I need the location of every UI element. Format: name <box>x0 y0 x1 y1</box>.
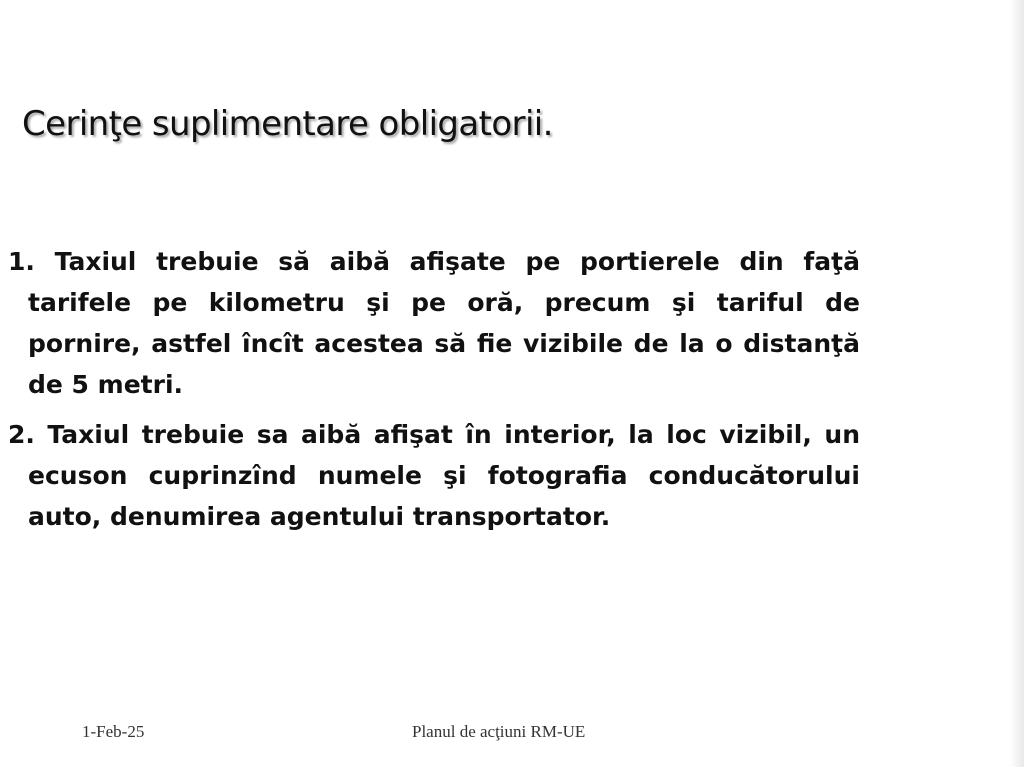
footer-date: 1-Feb-25 <box>82 722 145 741</box>
slide-title: Cerinţe suplimentare obligatorii. <box>22 104 553 144</box>
requirement-item-1: 1. Taxiul trebuie să aibă afişate pe portierele din faţă tarifele pe kilometru şi pe oră, precum şi tariful de pornire, astfel încît acestea să fie vizibile de la o distanţă de 5 metri. <box>8 247 860 399</box>
requirement-item-2: 2. Taxiul trebuie sa aibă afişat în interior, la loc vizibil, un ecuson cuprinzînd numele şi fotografia conducătorului auto, denumirea agentului transportator. <box>8 420 860 531</box>
footer-text: Planul de acţiuni RM-UE <box>412 722 586 741</box>
requirements-list <box>8 241 860 546</box>
slide-edge-shadow <box>1010 0 1024 767</box>
